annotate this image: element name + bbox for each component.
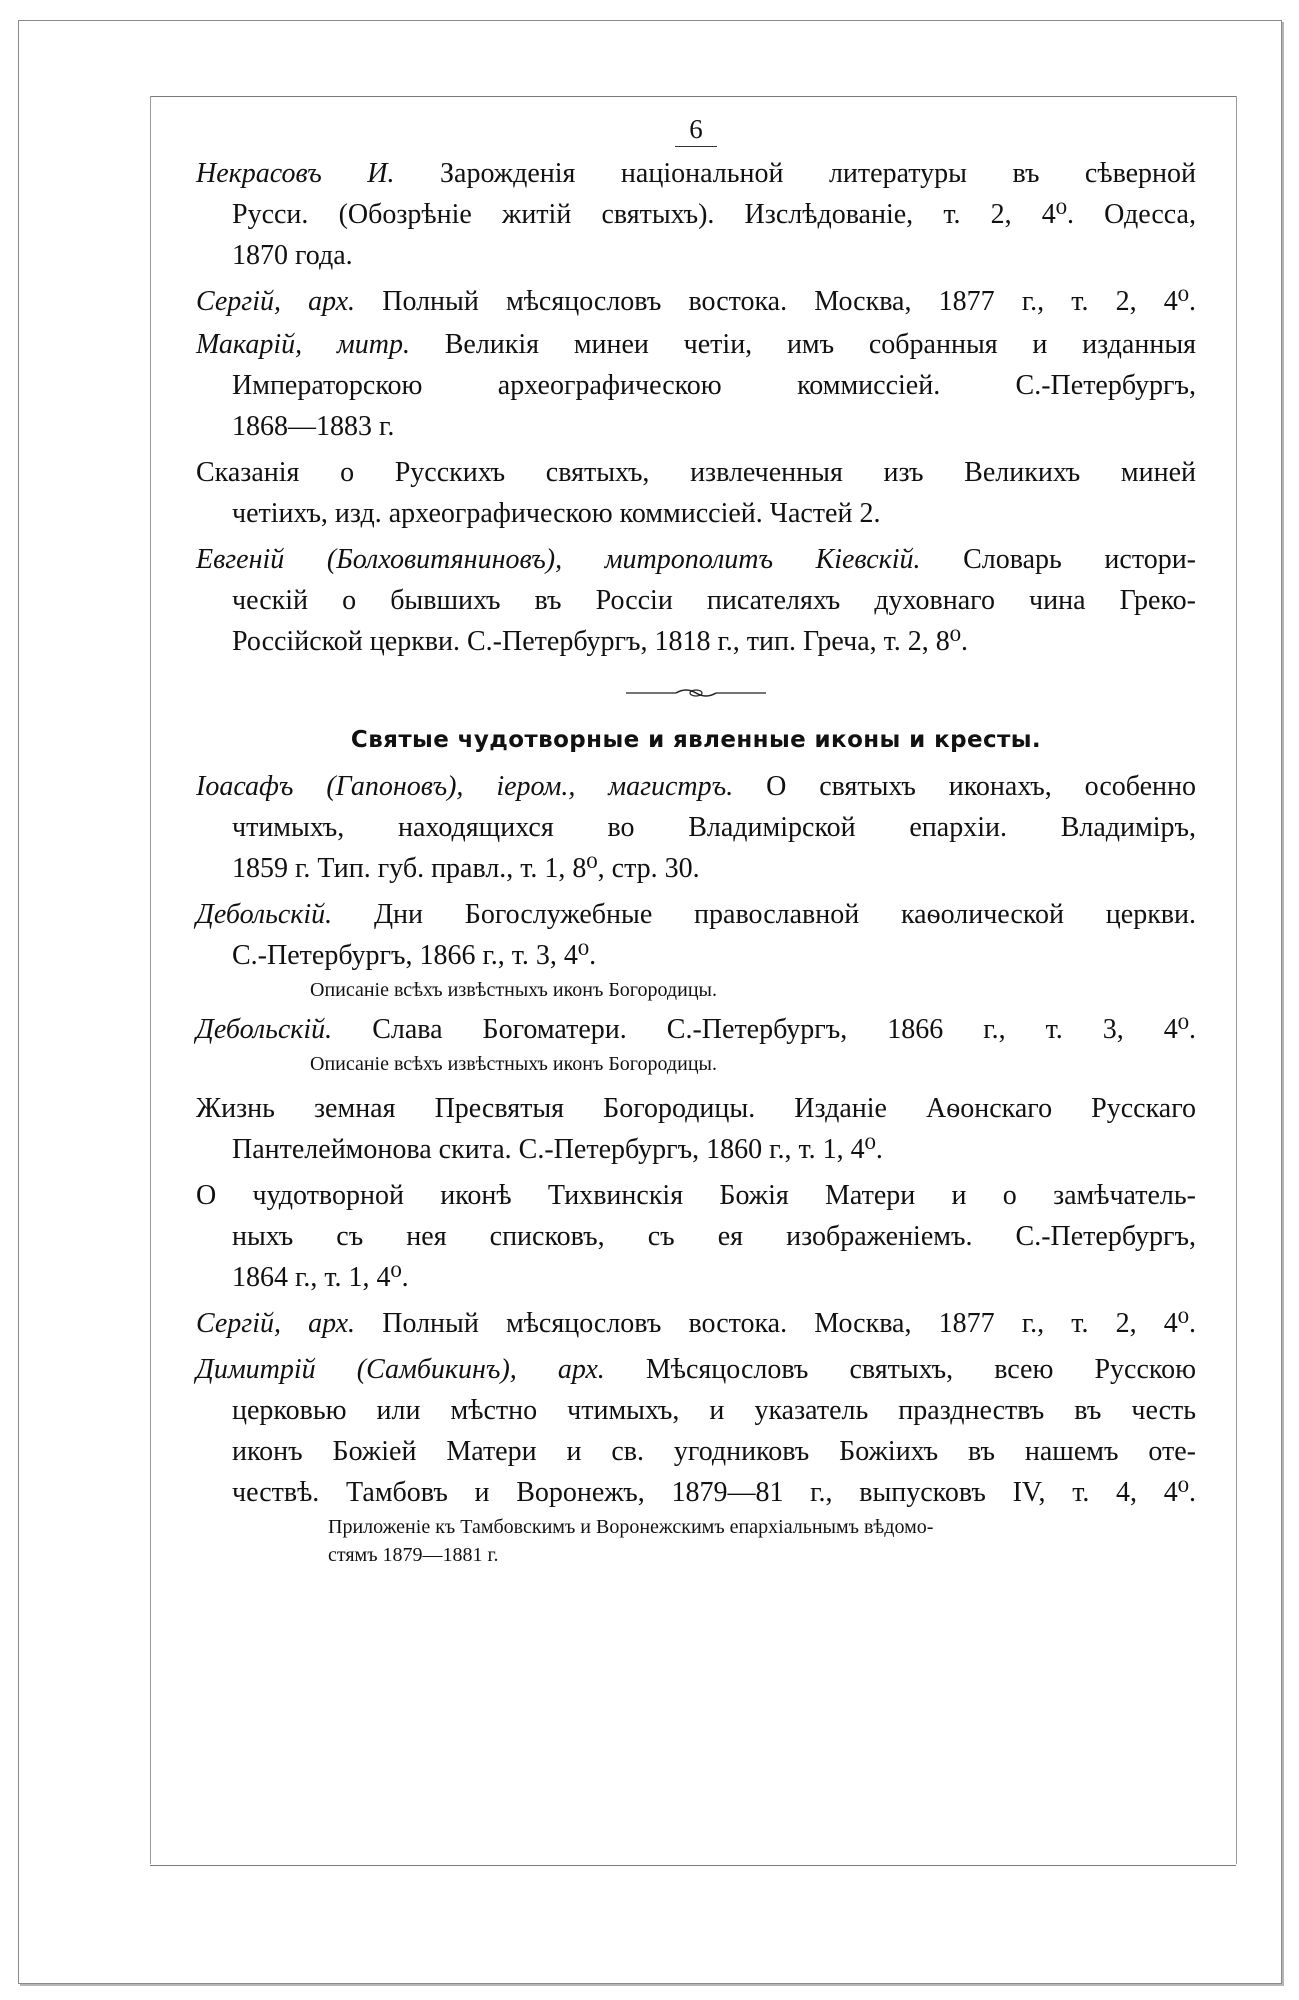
entry-line: ческій о бывшихъ въ Россіи писателяхъ духовнаго чина Греко- bbox=[232, 585, 1196, 616]
entry-line: 1870 года. bbox=[232, 240, 353, 271]
entry-line bbox=[196, 1303, 1196, 1344]
bib-entry bbox=[196, 1009, 1196, 1078]
bib-entry bbox=[196, 539, 1196, 662]
bib-entry bbox=[196, 1175, 1196, 1298]
entry-text: Полный мѣсяцословъ востока. Москва, 1877 г., т. 2, 4⁰. bbox=[382, 286, 1197, 317]
entry-line bbox=[196, 1009, 1196, 1050]
bib-entry bbox=[196, 281, 1196, 322]
bib-entry bbox=[196, 1303, 1196, 1344]
entry-line bbox=[196, 1349, 1196, 1390]
frame-right-rule bbox=[1236, 96, 1237, 1864]
section-2 bbox=[196, 766, 1196, 1569]
entry-text: Словарь истори- bbox=[963, 544, 1196, 575]
entry-text: О святыхъ иконахъ, особенно bbox=[766, 771, 1197, 802]
entry-line: Жизнь земная Пресвятыя Богородицы. Изданіе Аѳонскаго Русскаго bbox=[196, 1093, 1196, 1124]
section-1 bbox=[196, 153, 1196, 662]
entry-line: ныхъ съ нея списковъ, съ ея изображеніемъ. С.-Петербургъ, bbox=[232, 1221, 1196, 1252]
entry-author: Димитрій (Самбикинъ), арх. bbox=[196, 1354, 605, 1385]
entry-author: Сергій, арх. bbox=[196, 1308, 356, 1339]
page-content bbox=[196, 112, 1196, 1569]
section-heading: Святые чудотворные и явленные иконы и кресты. bbox=[350, 727, 1042, 753]
entry-text: Дни Богослужебные православной каѳолической церкви. bbox=[373, 899, 1197, 930]
entry-line: Россійской церкви. С.-Петербургъ, 1818 г., тип. Греча, т. 2, 8⁰. bbox=[232, 626, 969, 657]
entry-line: четіихъ, изд. археографическою коммиссіей. Частей 2. bbox=[232, 498, 881, 529]
entry-author: Некрасовъ И. bbox=[196, 158, 395, 189]
entry-line: 1864 г., т. 1, 4⁰. bbox=[232, 1262, 409, 1293]
entry-line: чтимыхъ, находящихся во Владимірской епархіи. Владиміръ, bbox=[232, 812, 1196, 843]
entry-text: Полный мѣсяцословъ востока. Москва, 1877 г., т. 2, 4⁰. bbox=[382, 1308, 1197, 1339]
bib-entry bbox=[196, 894, 1196, 1004]
entry-line bbox=[196, 539, 1196, 580]
ornamental-divider bbox=[196, 686, 1196, 702]
entry-note-continued: стямъ 1879—1881 г. bbox=[328, 1544, 499, 1566]
entry-text: Слава Богоматери. С.-Петербургъ, 1866 г., т. 3, 4⁰. bbox=[372, 1014, 1197, 1045]
entry-author: Евгеній (Болховитяниновъ), митрополитъ Кіевскій. bbox=[196, 544, 921, 575]
entry-note: Приложеніе къ Тамбовскимъ и Воронежскимъ епархіальнымъ вѣдомо- bbox=[328, 1516, 934, 1538]
entry-line: иконъ Божіей Матери и св. угодниковъ Божіихъ въ нашемъ оте- bbox=[232, 1436, 1196, 1467]
divider-ornament-icon bbox=[626, 686, 766, 700]
entry-author: Сергій, арх. bbox=[196, 286, 356, 317]
entry-line bbox=[196, 153, 1196, 194]
entry-text: Великія минеи четіи, имъ собранныя и изданныя bbox=[444, 329, 1197, 360]
entry-author: Іоасафъ (Гапоновъ), іером., магистръ. bbox=[196, 771, 734, 802]
page-number bbox=[196, 112, 1196, 147]
entry-line: Пантелеймонова скита. С.-Петербургъ, 1860 г., т. 1, 4⁰. bbox=[232, 1134, 883, 1165]
entry-line: С.-Петербургъ, 1866 г., т. 3, 4⁰. bbox=[232, 940, 597, 971]
bib-entry bbox=[196, 1088, 1196, 1170]
entry-note: Описаніе всѣхъ извѣстныхъ иконъ Богородицы. bbox=[310, 1053, 717, 1075]
page-number-text: 6 bbox=[675, 112, 717, 147]
bib-entry bbox=[196, 766, 1196, 889]
bib-entry bbox=[196, 153, 1196, 276]
entry-line bbox=[196, 324, 1196, 365]
entry-note: Описаніе всѣхъ извѣстныхъ иконъ Богородицы. bbox=[310, 979, 717, 1001]
entry-line: чествѣ. Тамбовъ и Воронежъ, 1879—81 г., выпусковъ IV, т. 4, 4⁰. bbox=[232, 1477, 1196, 1508]
bib-entry bbox=[196, 324, 1196, 447]
entry-line: церковью или мѣстно чтимыхъ, и указатель празднествъ въ честь bbox=[232, 1395, 1196, 1426]
entry-line bbox=[196, 281, 1196, 322]
entry-text: Зарожденія національной литературы въ сѣверной bbox=[440, 158, 1197, 189]
entry-line: 1859 г. Тип. губ. правл., т. 1, 8⁰, стр. 30. bbox=[232, 853, 700, 884]
entry-text: Мѣсяцословъ святыхъ, всею Русскою bbox=[645, 1354, 1197, 1385]
entry-line: Русси. (Обозрѣніе житій святыхъ). Изслѣдованіе, т. 2, 4⁰. Одесса, bbox=[232, 199, 1196, 230]
entry-line bbox=[196, 766, 1196, 807]
entry-author: Дебольскій. bbox=[196, 1014, 333, 1045]
entry-author: Дебольскій. bbox=[196, 899, 333, 930]
entry-line: О чудотворной иконѣ Тихвинскія Божія Матери и о замѣчатель- bbox=[196, 1180, 1196, 1211]
entry-line bbox=[196, 894, 1196, 935]
entry-line: 1868—1883 г. bbox=[232, 411, 395, 442]
frame-left-rule bbox=[150, 96, 151, 1864]
bib-entry bbox=[196, 1349, 1196, 1569]
entry-line: Сказанія о Русскихъ святыхъ, извлеченныя изъ Великихъ миней bbox=[196, 457, 1196, 488]
entry-line: Императорскою археографическою коммиссіей. С.-Петербургъ, bbox=[232, 370, 1196, 401]
entry-author: Макарій, митр. bbox=[196, 329, 410, 360]
bib-entry bbox=[196, 452, 1196, 534]
